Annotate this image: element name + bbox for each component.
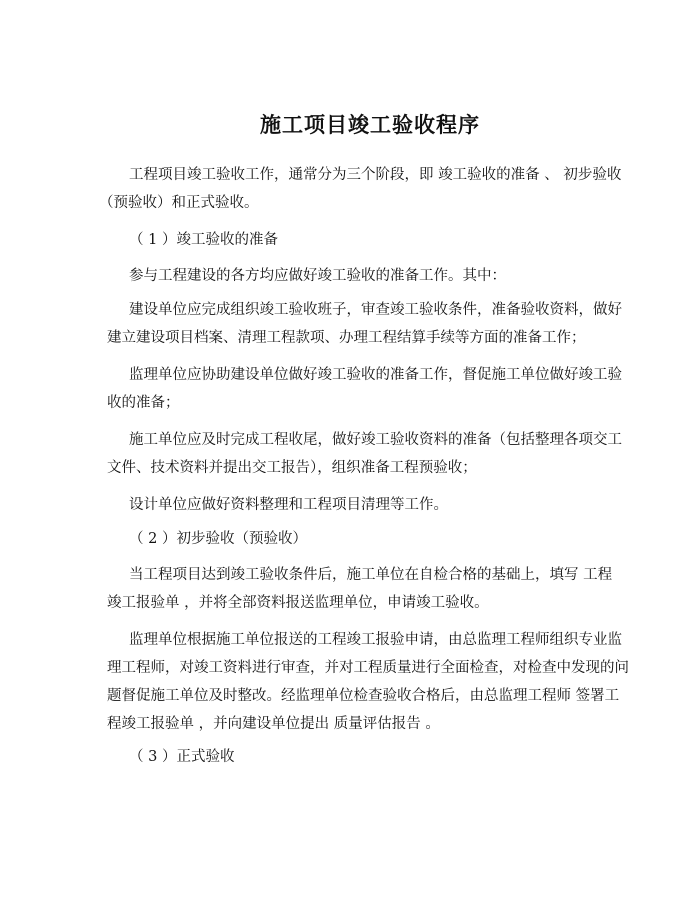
- paragraph-line: 理工程师，对竣工资料进行审查，并对工程质量进行全面检查，对检查中发现的问: [107, 660, 629, 676]
- paragraph-line: 设计单位应做好资料整理和工程项目清理等工作。: [129, 497, 448, 513]
- paragraph-intro: [99, 161, 622, 217]
- paragraph-line: 工程项目竣工验收工作，通常分为三个阶段，即 竣工验收的准备 、 初步验收: [129, 167, 622, 183]
- section-heading-text: （ 2 ）初步验收（预验收）: [129, 531, 307, 547]
- paragraph-participants: [107, 262, 607, 290]
- paragraph-line: 建立建设项目档案、清理工程款项、办理工程结算手续等方面的准备工作；: [107, 330, 586, 346]
- section-heading-2: [107, 525, 607, 553]
- section-heading-text: （ 3 ）正式验收: [129, 749, 235, 765]
- paragraph-preliminary-report: [107, 561, 613, 617]
- paragraph-line: （预验收）和正式验收。: [99, 195, 259, 211]
- page-title: 施工项目竣工验收程序: [260, 112, 480, 137]
- paragraph-designer-duties: [107, 491, 607, 519]
- paragraph-line: 程竣工报验单 ，并向建设单位提出 质量评估报告 。: [107, 716, 440, 732]
- paragraph-line: 监理单位应协助建设单位做好竣工验收的准备工作，督促施工单位做好竣工验: [129, 367, 622, 383]
- paragraph-supervisor-review: [107, 626, 629, 738]
- section-heading-3: [107, 743, 607, 771]
- paragraph-line: 当工程项目达到竣工验收条件后，施工单位在自检合格的基础上，填写 工程: [129, 567, 613, 583]
- section-heading-1: [107, 226, 607, 254]
- paragraph-line: 建设单位应完成组织竣工验收班子，审查竣工验收条件，准备验收资料，做好: [129, 302, 622, 318]
- paragraph-line: 文件、技术资料并提出交工报告），组织准备工程预验收；: [107, 460, 477, 476]
- paragraph-owner-duties: [107, 296, 622, 352]
- paragraph-line: 监理单位根据施工单位报送的工程竣工报验申请，由总监理工程师组织专业监: [129, 632, 622, 648]
- paragraph-line: 竣工报验单 ，并将全部资料报送监理单位，申请竣工验收。: [107, 595, 489, 611]
- paragraph-line: 题督促施工单位及时整改。经监理单位检查验收合格后，由总监理工程师 签署工: [107, 688, 620, 704]
- paragraph-contractor-duties: [107, 426, 622, 482]
- paragraph-line: 施工单位应及时完成工程收尾，做好竣工验收资料的准备（包括整理各项交工: [129, 432, 622, 448]
- section-heading-text: （ 1 ）竣工验收的准备: [129, 232, 278, 248]
- paragraph-line: 收的准备；: [107, 395, 180, 411]
- paragraph-supervisor-duties: [107, 361, 622, 417]
- paragraph-line: 参与工程建设的各方均应做好竣工验收的准备工作。其中：: [129, 268, 506, 284]
